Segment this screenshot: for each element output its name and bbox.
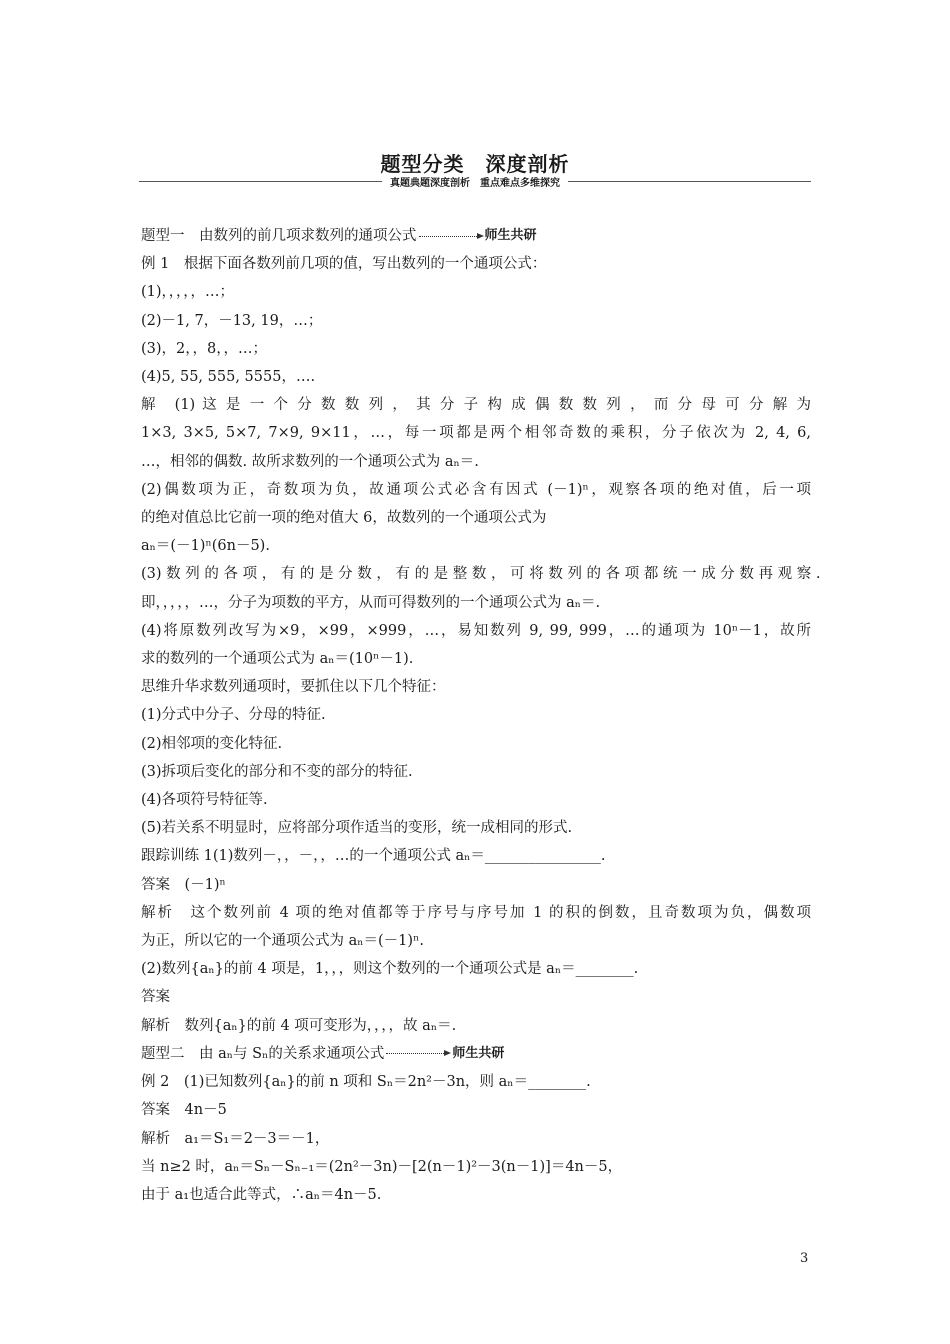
- text-line: 例 2 (1)已知数列{aₙ}的前 n 项和 Sₙ＝2n²－3n，则 aₙ＝________.: [141, 1074, 591, 1091]
- section-heading-text: 题型一 由数列的前几项求数列的通项公式: [141, 228, 417, 244]
- section-tag: 师生共研: [452, 1045, 505, 1061]
- text-line: 解析 这个数列前 4 项的绝对值都等于序号与序号加 1 的积的倒数，且奇数项为负，偶数项: [141, 904, 811, 921]
- text-line: (4)各项符号特征等.: [141, 792, 268, 809]
- text-line: (5)若关系不明显时，应将部分项作适当的变形，统一成相同的形式.: [141, 820, 573, 837]
- section-heading: [141, 222, 811, 250]
- text-line: (3)拆项后变化的部分和不变的部分的特征.: [141, 763, 413, 780]
- arrow-icon: [386, 1053, 446, 1054]
- text-line: 答案: [141, 989, 170, 1006]
- text-line: 求的数列的一个通项公式为 aₙ＝(10ⁿ－1).: [141, 651, 414, 668]
- text-line: 答案 4n－5: [141, 1102, 227, 1119]
- section-tag: 师生共研: [484, 228, 537, 243]
- text-line: 例 1 根据下面各数列前几项的值，写出数列的一个通项公式：: [141, 256, 547, 273]
- text-line: 即，，，，，…，分子为项数的平方，从而可得数列的一个通项公式为 aₙ＝.: [141, 594, 601, 611]
- text-line: (3)，2，，8，，…；: [141, 340, 267, 357]
- page-number: 3: [800, 1251, 809, 1266]
- text-line: 解析 数列{aₙ}的前 4 项可变形为，，，，故 aₙ＝.: [141, 1017, 457, 1034]
- text-line: (2)－1, 7，－13, 19，…；: [141, 312, 323, 329]
- text-line: 思维升华求数列通项时，要抓住以下几个特征：: [141, 679, 446, 696]
- text-line: (2)相邻项的变化特征.: [141, 735, 283, 752]
- text-line: 解 (1) 这 是 一 个 分 数 数 列 ， 其 分 子 构 成 偶 数 数 列 ， 而 分 母 可 分 解 为: [141, 397, 811, 414]
- page-header-subtitle: 真题典题深度剖析 重点难点多维探究: [0, 174, 950, 189]
- section-heading: [141, 1040, 811, 1068]
- text-line: 当 n≥2 时，aₙ＝Sₙ－Sₙ₋₁＝(2n²－3n)－[2(n－1)²－3(n－1)]＝4n－5，: [141, 1158, 623, 1175]
- document-body: [141, 222, 821, 1209]
- text-line: 的绝对值总比它前一项的绝对值大 6，故数列的一个通项公式为: [141, 510, 547, 527]
- text-line: 解析 a₁＝S₁＝2－3＝－1，: [141, 1130, 330, 1147]
- section-heading-text: 题型二 由 aₙ与 Sₙ的关系求通项公式: [141, 1045, 385, 1062]
- text-line: 跟踪训练 1(1)数列－，，－，，…的一个通项公式 aₙ＝________________.: [141, 848, 606, 865]
- text-line: (2)数列{aₙ}的前 4 项是，1，，，则这个数列的一个通项公式是 aₙ＝________.: [141, 961, 639, 978]
- page-header-title: 题型分类 深度剖析: [380, 152, 570, 176]
- text-line: (4)5, 55, 555, 5555，….: [141, 369, 316, 386]
- text-line: (2)偶数项为正，奇数项为负，故通项公式必含有因式 (－1)ⁿ，观察各项的绝对值，后一项: [141, 481, 811, 498]
- text-line: (3) 数 列 的 各 项 ， 有 的 是 分 数 ， 有 的 是 整 数 ， 可 将 数 列 的 各 项 都 统 一 成 分 数 再 观 察 .: [141, 566, 821, 583]
- text-line: (1)分式中分子、分母的特征.: [141, 707, 326, 724]
- text-line: 1×3, 3×5, 5×7, 7×9, 9×11，…，每一项都是两个相邻奇数的乘积，分子依次为 2, 4, 6,: [141, 425, 811, 442]
- arrow-icon: [419, 236, 479, 237]
- text-line: 由于 a₁也适合此等式，∴aₙ＝4n－5.: [141, 1186, 382, 1203]
- text-line: 答案 (－1)ⁿ: [141, 876, 226, 893]
- text-line: 为正，所以它的一个通项公式为 aₙ＝(－1)ⁿ.: [141, 933, 424, 950]
- text-line: (1)，，，，，…；: [141, 284, 235, 301]
- text-line: …，相邻的偶数. 故所求数列的一个通项公式为 aₙ＝.: [141, 453, 479, 470]
- text-line: (4)将原数列改写为×9，×99，×999，…，易知数列 9, 99, 999，…的通项为 10ⁿ－1，故所: [141, 622, 811, 639]
- text-line: aₙ＝(－1)ⁿ(6n－5).: [141, 538, 270, 555]
